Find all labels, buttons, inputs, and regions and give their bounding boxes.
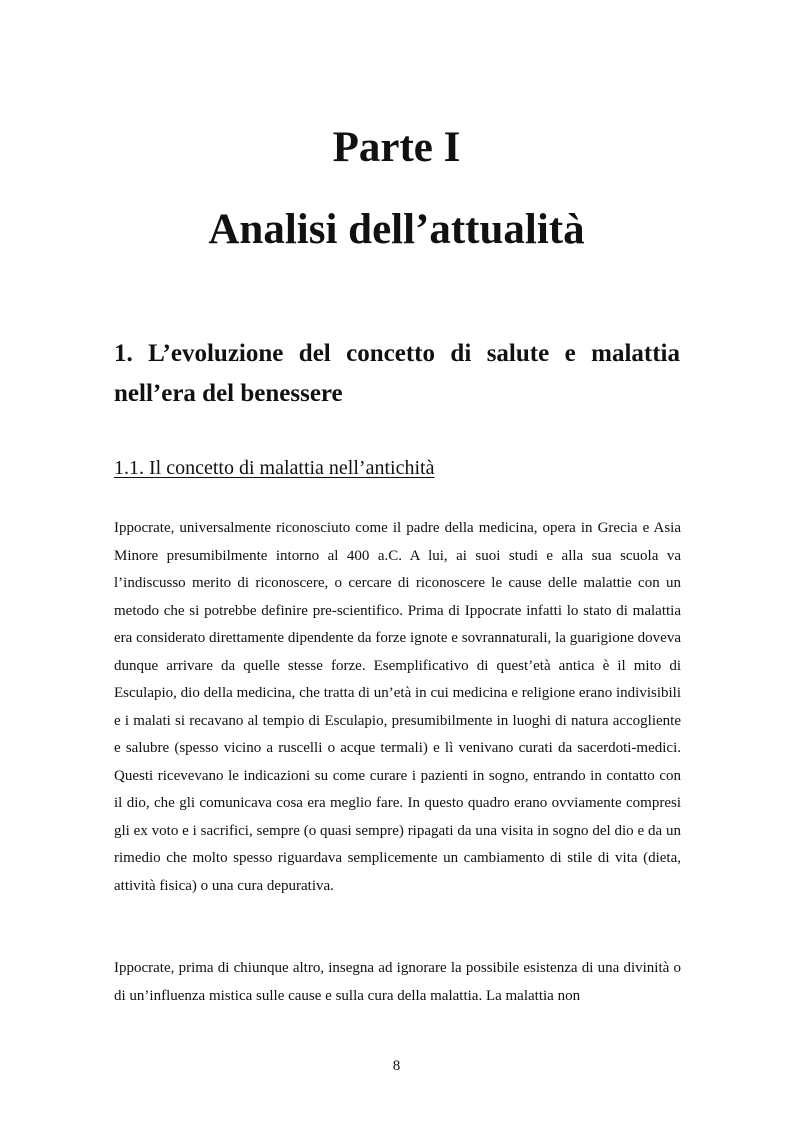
chapter-title-line-1: 1. L’evoluzione del concetto di salute e malattia [114,340,680,367]
page-number: 8 [392,1058,401,1074]
part-title: Analisi dell’attualità [208,206,585,253]
chapter-title-line-2: nell’era del benessere [114,380,343,407]
part-label: Parte I [332,124,461,171]
section-heading: 1.1. Il concetto di malattia nell’antichità [114,457,435,479]
chapter-heading [114,334,680,414]
body-paragraph-2: Ippocrate, prima di chiunque altro, insegna ad ignorare la possibile esistenza di una divinità o di un’influenza mistica sulle cause e sulla cura della malattia. La malattia non [114,960,681,1004]
body-paragraph-1: Ippocrate, universalmente riconosciuto come il padre della medicina, opera in Grecia e Asia Minore presumibilmente intorno al 400 a.C. A lui, ai suoi studi e alla sua scuola va l’indiscusso merito di riconoscere, o cercare di riconoscere le cause delle malattie con un metodo che si potrebbe definire pre-scientifico. Prima di Ippocrate infatti lo stato di malattia era considerato direttamente dipendente da forze ignote e sovrannaturali, la guarigione doveva dunque arrivare da quelle stesse forze. Esemplificativo di quest’età antica è il mito di Esculapio, dio della medicina, che tratta di un’età in cui medicina e religione erano indivisibili e i malati si recavano al tempio di Esculapio, presumibilmente in luoghi di natura accogliente e salubre (spesso vicino a ruscelli o acque termali) e lì venivano curati da sacerdoti-medici. Questi ricevevano le indicazioni su come curare i pazienti in sogno, entrando in contatto con il dio, che gli comunicava cosa era meglio fare. In questo quadro erano ovviamente compresi gli ex voto e i sacrifici, sempre (o quasi sempre) ripagati da una visita in sogno del dio e da un rimedio che molto spesso riguardava semplicemente un cambiamento di stile di vita (dieta, attività fisica) o una cura depurativa. [114,520,681,894]
